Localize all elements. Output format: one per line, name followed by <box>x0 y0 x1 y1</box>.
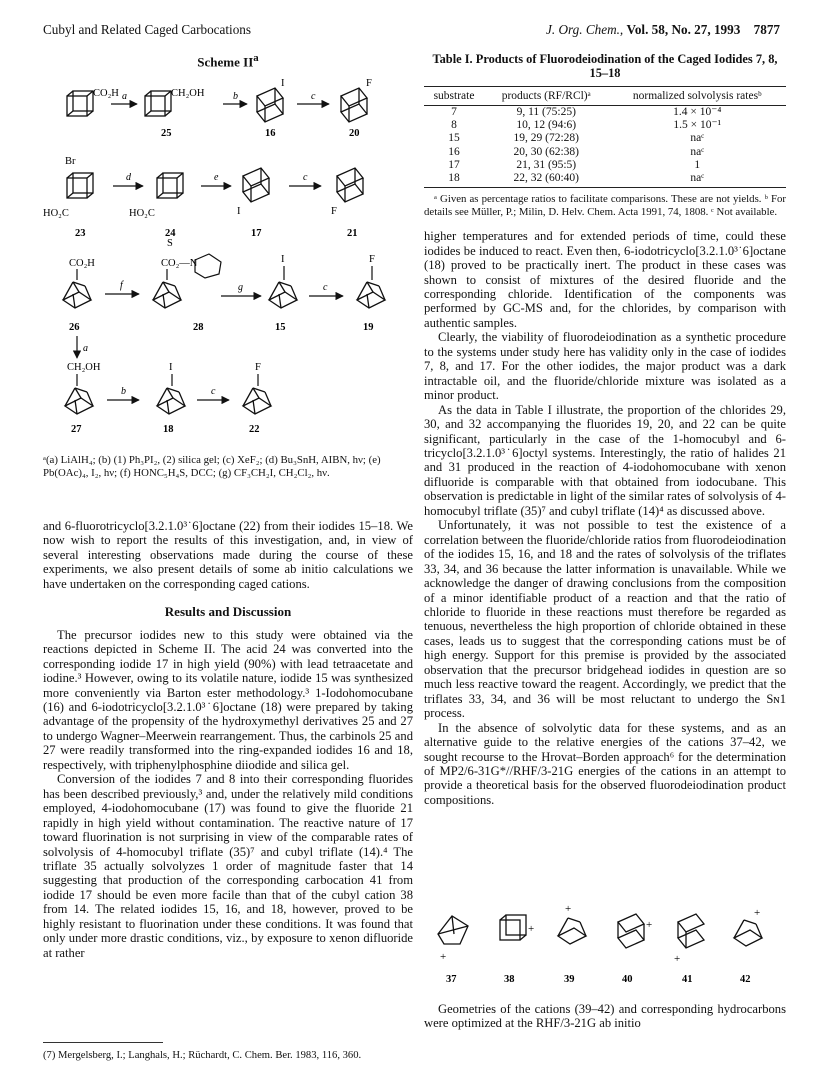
table-cell: naᶜ <box>608 172 786 188</box>
reagent-label: c <box>311 91 316 102</box>
compound-number: 23 <box>75 228 86 239</box>
table-footnote: ᵃ Given as percentage ratios to facilitate comparisons. These are not yields. ᵇ For details see Müller, P.; Milin, D. Helv. Chem. Acta 1991, 74, 1808. ᶜ Not available. <box>424 193 786 219</box>
charge-label: + <box>440 951 447 963</box>
pyridinethione-ring <box>195 254 221 278</box>
cation-number: 42 <box>740 974 751 985</box>
paragraph: In the absence of solvolytic data for these systems, and as an alternative guide to the relative energies of the cations 37–42, we sought recourse to the Hrovat–Borden approach⁶ for the determination of MP2/6-31G*//RHF/3-21G energies of the cations in an attempt to provide a theoretical basis for the observed fluorodeiodination product compositions. <box>424 720 786 807</box>
structure-19 <box>357 282 385 308</box>
right-bottom-text <box>424 1002 786 1031</box>
compound-number: 21 <box>347 228 358 239</box>
compound-number: 26 <box>69 322 80 333</box>
paragraph: Conversion of the iodides 7 and 8 into their corresponding fluorides has been described previously,³ and, under the relatively mild conditions employed, 4-iodohomocubane (17) was found to give the fluoride 21 rapidly in high yield without contamination. The reactive nature of 17 toward fluorination is not surprising in view of the comparable rates of solvolysis of 4-homocubyl triflate (35)⁷ and cubyl triflate (14).⁴ The triflate 35 actually solvolyzes 1 order of magnitude faster that 14 suggesting that production of the corresponding carbocation 41 from iodide 17 should be even more facile than that of the cubyl cation 38 from 14. The related iodides 15, 16, and 18, however, proved to be highly resistant to fluorination under these conditions. It was found that only under more drastic conditions, viz., by exposure to xenon difluoride at rather <box>43 772 413 960</box>
table-cell: 1.4 × 10⁻⁴ <box>673 106 722 118</box>
group-label: F <box>369 254 375 265</box>
reagent-label: d <box>126 172 131 183</box>
cation-structures <box>424 884 786 994</box>
section-heading: Results and Discussion <box>164 604 292 620</box>
structure-17 <box>243 168 269 202</box>
structure-18 <box>157 388 185 414</box>
structure-22 <box>243 388 271 414</box>
table-row <box>424 132 786 145</box>
group-label: F <box>255 362 261 373</box>
group-label: F <box>331 206 337 217</box>
table-row <box>424 106 786 120</box>
column-header: products (RF/RCl)ᵃ <box>484 87 608 106</box>
table-cell: 15 <box>448 132 460 145</box>
paragraph: and 6-fluorotricyclo[3.2.1.0³˙6]octane (22) from their iodides 15–18. We now wish to report the results of this investigation, and, in view of several interesting observations made during the course of these experiments, we also present details of some ab initio calculations we have undertaken on the corresponding caged cations. <box>43 519 413 591</box>
cation-number: 38 <box>504 974 515 985</box>
column-header: substrate <box>424 87 484 106</box>
group-label: HO₂C <box>43 208 69 219</box>
paragraph: higher temperatures and for extended periods of time, could these iodides be induced to react. Even then, 6-iodotricyclo[3.2.1.0³˙6]octane (18) proved to be practically inert. The product in these cases was shown to consist of mixtures of the desired fluoride and the corresponding chloride. Identification of the components was performed by GC-MS and, for the chlorides, by comparison with authentic samples. <box>424 229 786 330</box>
table-cell: 22, 32 (60:40) <box>484 172 608 188</box>
table-cell: naᶜ <box>690 145 705 158</box>
cation-number: 40 <box>622 974 633 985</box>
cation-number: 39 <box>564 974 575 985</box>
group-label: I <box>281 78 285 89</box>
table-row <box>424 146 786 159</box>
cation-number: 37 <box>446 974 457 985</box>
structure-16 <box>257 88 283 122</box>
compound-number: 24 <box>165 228 176 239</box>
table-cell: 1.5 × 10⁻¹ <box>673 119 722 132</box>
table-cell: 21, 31 (95:5) <box>516 158 577 171</box>
table-cell: 16 <box>448 145 460 158</box>
group-label: CH₂OH <box>171 88 205 99</box>
charge-label: + <box>565 903 572 915</box>
reagent-label: c <box>303 172 308 183</box>
journal-volume: Vol. 58, No. 27, 1993 <box>626 22 741 37</box>
group-label: S <box>167 238 173 249</box>
group-label: CO₂H <box>93 88 119 99</box>
structure-21 <box>337 168 363 202</box>
reagent-label: f <box>120 280 123 291</box>
structure-15 <box>269 282 297 308</box>
cation-39 <box>558 903 586 944</box>
group-label: I <box>281 254 285 265</box>
table-cell: 19, 29 (72:28) <box>513 132 579 145</box>
table-cell: 1 <box>694 158 701 171</box>
cation-40 <box>618 914 652 948</box>
group-label: Br <box>65 156 76 167</box>
paragraph: As the data in Table I illustrate, the proportion of the chlorides 29, 30, and 32 accompanying the fluorides 19, 20, and 22 can be quite significant, particularly in the case of the 1-homocubyl and 6-tricyclo[3.2.1.0³˙6]octyl systems. Interestingly, the ratio of halides 21 and 31 produced in the reaction of 4-iodohomocubane with xenon difluoride is comparable with that obtained from iodocubane. This observation is predictable in light of the similar rates of solvolysis of 4-homocubyl triflate (35)⁷ and cubyl triflate (14)⁴ as discussed above. <box>424 402 786 518</box>
structure-25 <box>145 91 171 116</box>
structure-20 <box>341 88 367 122</box>
reagent-label: a <box>122 91 127 102</box>
cation-number: 41 <box>682 974 693 985</box>
compound-number: 18 <box>163 424 174 434</box>
structure-26 <box>63 282 91 308</box>
reagent-label: a <box>83 343 88 354</box>
table-cell: 7 <box>451 106 457 118</box>
paragraph: The precursor iodides new to this study were obtained via the reactions depicted in Scheme II. The acid 24 was converted into the corresponding iodide 17 in high yield (90%) with lead tetraacetate and iodine.³ However, owing to its volatile nature, iodide 15 was synthesized more conveniently via Barton ester methodology.³ 1-Iodohomocubane (16) and 6-iodotricyclo[3.2.1.0³˙6]octane (18) were prepared by taking advantage of the propensity of the hydroxymethyl derivatives 25 and 27 to undergo Wagner–Meerwein rearrangement. Thus, the carbinols 25 and 27 were readily transformed into the ring-expanded iodides 16 and 18, respectively, with triphenylphosphine diiodide and silica gel. <box>43 627 413 772</box>
scheme-footnote: ᵃ(a) LiAlH₄; (b) (1) Ph₃PI₂, (2) silica gel; (c) XeF₂; (d) Bu₃SnH, AIBN, hν; (e) Pb(OAc)₄, I₂, hν; (f) HONC₅H₄S, DCC; (g) CF₃CH₂I, CH₂Cl₂, hν. <box>43 454 381 479</box>
column-header: normalized solvolysis ratesᵇ <box>608 87 786 106</box>
table-title: Table I. Products of Fluorodeiodination of the Caged Iodides 7, 8, 15–18 <box>432 52 778 80</box>
table-cell: 18 <box>424 172 484 188</box>
table-row <box>424 119 786 132</box>
group-label: F <box>366 78 372 89</box>
data-table <box>424 86 786 188</box>
right-column <box>424 44 786 1031</box>
group-label: I <box>169 362 173 373</box>
table-row <box>424 172 786 188</box>
table-cell: 8 <box>451 119 457 132</box>
compound-number: 17 <box>251 228 262 239</box>
running-head-title: Cubyl and Related Caged Carbocations <box>43 22 252 37</box>
reagent-label: g <box>238 282 243 293</box>
table-header-row <box>424 87 786 106</box>
paragraph: Unfortunately, it was not possible to test the existence of a correlation between the fluoride/chloride ratios from fluorodeiodination of the iodides 15, 16, and 18 and the rates of solvolysis of the triflates 33, 34, and 36 because the latter information is unavailable. While we acknowledge the danger of drawing conclusions from the composition of a minor identifiable product of a reaction and that the ratio of chloride to fluoride in these reactions must therefore be regarded as tenuous, nevertheless the high proportion of chloride obtained in these cases, leads us to suggest that the corresponding cations must be of high energy. Support for this premise is provided by the associated observation that the precursor bridgehead iodides in question are so much less reactive toward the reagent. Accordingly, we predict that the triflates 33, 34, and 36 will be most reluctant to undergo the Sɴ1 process. <box>424 518 786 721</box>
table-row <box>424 159 786 172</box>
structure-24 <box>157 173 183 198</box>
compound-number: 22 <box>249 424 260 434</box>
reagent-label: b <box>233 91 238 102</box>
cubane-acid-structure <box>67 91 93 116</box>
running-head-journal <box>546 22 780 38</box>
compound-number: 19 <box>363 322 374 333</box>
table-cell: 20, 30 (62:38) <box>513 145 579 158</box>
page-number: 7877 <box>753 22 780 37</box>
charge-label: + <box>646 919 653 931</box>
compound-number: 16 <box>265 128 276 139</box>
reagent-label: c <box>211 386 216 397</box>
group-label: CO₂—N <box>161 258 198 269</box>
compound-number: 20 <box>349 128 360 139</box>
table-cell: 17 <box>448 158 460 171</box>
compound-number: 15 <box>275 322 286 333</box>
structure-23 <box>67 173 93 198</box>
paragraph: Geometries of the cations (39–42) and corresponding hydrocarbons were optimized at the RHF/3-21G ab initio <box>424 1002 786 1031</box>
structure-27 <box>65 388 93 414</box>
group-label: HO₂C <box>129 208 155 219</box>
table-cell: 9, 11 (75:25) <box>516 106 576 118</box>
journal-name: J. Org. Chem., <box>546 22 624 37</box>
footnote-7: (7) Mergelsberg, I.; Langhals, H.; Rüchardt, C. Chem. Ber. 1983, 116, 360. <box>43 1050 362 1061</box>
left-body-text <box>43 519 413 960</box>
compound-number: 28 <box>193 322 204 333</box>
right-body-text <box>424 229 786 807</box>
paragraph: Clearly, the viability of fluorodeiodination as a synthetic procedure to the systems under study here has validity only in the case of iodides 7, 8, and 17. For the other iodides, the major product was a dark intractable oil, and the fluoride/chloride mixture was isolated as a minor product. <box>424 330 786 403</box>
reagent-label: e <box>214 172 219 183</box>
scheme-title: Scheme $II^a$ <box>197 52 259 70</box>
table-cell: naᶜ <box>690 132 705 145</box>
cation-37 <box>438 916 468 963</box>
cation-42 <box>734 907 762 946</box>
reagent-label: c <box>323 282 328 293</box>
charge-label: + <box>674 953 681 965</box>
group-label: I <box>237 206 241 217</box>
structure-28 <box>153 282 181 308</box>
charge-label: + <box>754 907 761 919</box>
charge-label: + <box>528 923 535 935</box>
cation-38 <box>500 915 534 940</box>
footnote-divider <box>43 1042 163 1043</box>
table-cell: 10, 12 (94:6) <box>516 119 577 132</box>
reagent-label: b <box>121 386 126 397</box>
compound-number: 25 <box>161 128 172 139</box>
group-label: CO₂H <box>69 258 95 269</box>
group-label: CH₂OH <box>67 362 101 373</box>
cation-41 <box>674 914 704 965</box>
compound-number: 27 <box>71 424 82 434</box>
scheme-ii-diagram <box>43 74 413 434</box>
